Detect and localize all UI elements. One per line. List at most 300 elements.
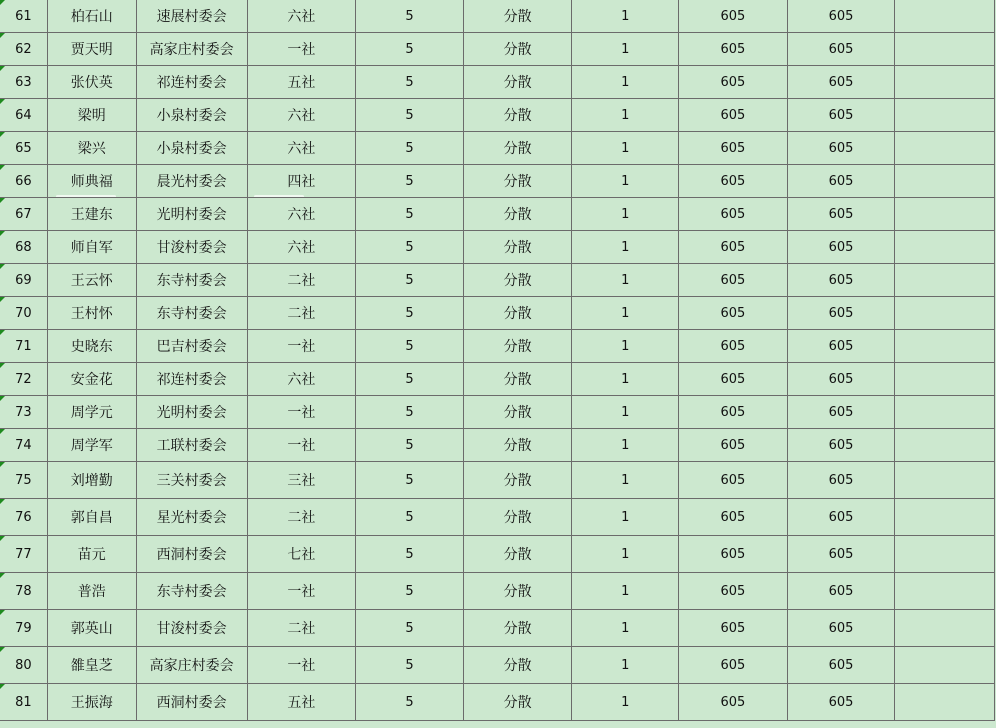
cell-group[interactable] [247,573,356,610]
cell-count-text: 5 [405,74,414,90]
cell-count[interactable] [356,165,464,198]
cell-mode[interactable] [463,0,572,33]
cell-group-text: 六社 [287,240,316,256]
cell-group[interactable] [247,0,356,33]
cell-total-text: 605 [828,657,854,673]
cell-amount[interactable] [679,330,788,363]
cell-village-text: 祁连村委会 [156,372,227,388]
table-row [0,66,995,99]
cell-group[interactable] [247,462,356,499]
cell-total-text: 605 [828,272,854,288]
cell-index[interactable] [0,330,47,363]
cell-remark[interactable] [895,610,995,647]
cell-group[interactable] [247,499,356,536]
cell-total-text: 605 [828,620,854,636]
cell-group[interactable] [247,99,356,132]
cell-group-text: 二社 [287,621,316,637]
cell-name[interactable] [47,330,136,363]
cell-village[interactable] [136,363,247,396]
cell-group-text: 六社 [287,108,316,124]
table-row [0,0,995,33]
cell-total-text: 605 [828,305,854,321]
cell-index[interactable] [0,684,47,721]
cell-index[interactable] [0,573,47,610]
cell-village-text: 晨光村委会 [156,174,227,190]
cell-total[interactable] [787,0,895,33]
cell-total[interactable] [787,330,895,363]
cell-village[interactable] [136,66,247,99]
cell-village[interactable] [136,165,247,198]
cell-quantity[interactable] [572,198,679,231]
cell-mode[interactable] [463,396,572,429]
cell-index[interactable] [0,198,47,231]
cell-mode[interactable] [463,99,572,132]
cell-quantity[interactable] [572,573,679,610]
cell-total-text: 605 [828,694,854,710]
cell-village[interactable] [136,297,247,330]
cell-count[interactable] [356,198,464,231]
cell-quantity[interactable] [572,429,679,462]
cell-amount[interactable] [679,363,788,396]
cell-count-text: 5 [405,546,414,562]
cell-quantity[interactable] [572,363,679,396]
cell-amount[interactable] [679,66,788,99]
cell-group[interactable] [247,684,356,721]
cell-amount[interactable] [679,33,788,66]
cell-mode-text: 分散 [503,473,532,489]
cell-quantity[interactable] [572,66,679,99]
cell-quantity-text: 1 [621,657,630,673]
cell-count[interactable] [356,264,464,297]
cell-quantity[interactable] [572,165,679,198]
table-row [0,499,995,536]
cell-group[interactable] [247,610,356,647]
cell-total[interactable] [787,647,895,684]
cell-count[interactable] [356,429,464,462]
cell-remark[interactable] [895,0,995,33]
cell-mode[interactable] [463,573,572,610]
cell-count[interactable] [356,684,464,721]
cell-index-text: 75 [15,472,32,488]
text-number-indicator-icon [0,647,5,652]
cell-name-text: 梁兴 [77,141,106,157]
cell-group-text: 四社 [287,174,316,190]
cell-count[interactable] [356,647,464,684]
cell-mode[interactable] [463,462,572,499]
cell-total-text: 605 [828,239,854,255]
cell-total-text: 605 [828,173,854,189]
cell-remark[interactable] [895,573,995,610]
cell-total[interactable] [787,573,895,610]
cell-village[interactable] [136,198,247,231]
cell-index[interactable] [0,264,47,297]
cell-remark[interactable] [895,33,995,66]
cell-name[interactable] [47,231,136,264]
cell-group-text: 七社 [287,547,316,563]
cell-total-text: 605 [828,8,854,24]
cell-name[interactable] [47,573,136,610]
cell-remark[interactable] [895,363,995,396]
cell-amount[interactable] [679,264,788,297]
cell-index[interactable] [0,33,47,66]
cell-village[interactable] [136,647,247,684]
cell-group[interactable] [247,198,356,231]
cell-name[interactable] [47,462,136,499]
cell-index[interactable] [0,363,47,396]
cell-mode-text: 分散 [503,240,532,256]
cell-remark[interactable] [895,396,995,429]
cell-total[interactable] [787,610,895,647]
cell-mode-text: 分散 [503,405,532,421]
cell-quantity[interactable] [572,684,679,721]
cell-amount[interactable] [679,132,788,165]
cell-count-text: 5 [405,404,414,420]
cell-count[interactable] [356,536,464,573]
cell-name[interactable] [47,610,136,647]
cell-quantity[interactable] [572,297,679,330]
cell-index-text: 78 [15,583,32,599]
table-row [0,132,995,165]
cell-mode[interactable] [463,165,572,198]
cell-count[interactable] [356,132,464,165]
cell-name-text: 周学元 [70,405,113,421]
cell-village[interactable] [136,132,247,165]
cell-mode[interactable] [463,363,572,396]
cell-group[interactable] [247,33,356,66]
cell-count[interactable] [356,33,464,66]
cell-name-text: 王振海 [70,695,113,711]
cell-total-text: 605 [828,583,854,599]
cell-index[interactable] [0,0,47,33]
cell-quantity[interactable] [572,536,679,573]
cell-remark[interactable] [895,499,995,536]
cell-name[interactable] [47,264,136,297]
cell-remark[interactable] [895,99,995,132]
cell-index[interactable] [0,165,47,198]
cell-quantity[interactable] [572,462,679,499]
cell-quantity[interactable] [572,132,679,165]
cell-count-text: 5 [405,140,414,156]
cell-amount[interactable] [679,297,788,330]
cell-quantity[interactable] [572,99,679,132]
cell-village[interactable] [136,429,247,462]
cell-total[interactable] [787,297,895,330]
cell-quantity[interactable] [572,610,679,647]
cell-total-text: 605 [828,437,854,453]
cell-count-text: 5 [405,371,414,387]
cell-name[interactable] [47,165,136,198]
cell-village-text: 甘浚村委会 [156,240,227,256]
cell-quantity[interactable] [572,396,679,429]
cell-total[interactable] [787,499,895,536]
cell-total-text: 605 [828,206,854,222]
cell-mode[interactable] [463,610,572,647]
cell-name-text: 师自军 [70,240,113,256]
cell-remark[interactable] [895,429,995,462]
cell-village-text: 小泉村委会 [156,141,227,157]
cell-amount[interactable] [679,647,788,684]
cell-count[interactable] [356,99,464,132]
cell-group[interactable] [247,165,356,198]
cell-name[interactable] [47,647,136,684]
cell-name-text: 郭英山 [70,621,113,637]
cell-village[interactable] [136,33,247,66]
cell-village[interactable] [136,462,247,499]
cell-village[interactable] [136,684,247,721]
cell-village[interactable] [136,99,247,132]
cell-count[interactable] [356,66,464,99]
cell-total[interactable] [787,363,895,396]
cell-count[interactable] [356,297,464,330]
cell-name[interactable] [47,684,136,721]
cell-village[interactable] [136,499,247,536]
cell-amount-text: 605 [720,404,746,420]
cell-amount[interactable] [679,536,788,573]
cell-index-text: 65 [15,140,32,156]
cell-total[interactable] [787,132,895,165]
cell-village-text: 高家庄村委会 [149,42,234,58]
cell-group-text: 一社 [287,584,316,600]
cell-quantity-text: 1 [621,371,630,387]
cell-count-text: 5 [405,583,414,599]
table-row [0,462,995,499]
cell-amount[interactable] [679,462,788,499]
cell-index[interactable] [0,536,47,573]
text-number-indicator-icon [0,396,5,401]
cell-amount[interactable] [679,165,788,198]
cell-name[interactable] [47,396,136,429]
cell-name[interactable] [47,132,136,165]
cell-name-text: 王云怀 [70,273,113,289]
cell-quantity[interactable] [572,264,679,297]
cell-name-text: 史晓东 [70,339,113,355]
cell-group[interactable] [247,231,356,264]
cell-group-text: 一社 [287,438,316,454]
cell-amount[interactable] [679,231,788,264]
cell-index[interactable] [0,231,47,264]
cell-amount[interactable] [679,610,788,647]
cell-remark[interactable] [895,66,995,99]
cell-remark[interactable] [895,297,995,330]
cell-group[interactable] [247,536,356,573]
cell-village-text: 东寺村委会 [156,584,227,600]
cell-amount[interactable] [679,396,788,429]
cell-quantity[interactable] [572,499,679,536]
cell-village[interactable] [136,610,247,647]
cell-group-text: 五社 [287,695,316,711]
cell-name-text: 刘增勤 [70,473,113,489]
cell-mode[interactable] [463,297,572,330]
cell-mode[interactable] [463,66,572,99]
cell-total[interactable] [787,264,895,297]
cell-count[interactable] [356,610,464,647]
cell-mode[interactable] [463,536,572,573]
cell-index-text: 80 [15,657,32,673]
cell-index[interactable] [0,66,47,99]
cell-quantity-text: 1 [621,173,630,189]
cell-name[interactable] [47,363,136,396]
cell-remark[interactable] [895,647,995,684]
cell-index[interactable] [0,396,47,429]
cell-mode[interactable] [463,330,572,363]
cell-amount[interactable] [679,0,788,33]
cell-amount-text: 605 [720,472,746,488]
cell-total[interactable] [787,165,895,198]
cell-total-text: 605 [828,546,854,562]
table-row [0,363,995,396]
cell-count[interactable] [356,0,464,33]
cell-group[interactable] [247,396,356,429]
cell-group[interactable] [247,66,356,99]
cell-mode-text: 分散 [503,174,532,190]
cell-group[interactable] [247,363,356,396]
cell-count[interactable] [356,499,464,536]
cell-count[interactable] [356,396,464,429]
cell-name-text: 贾天明 [70,42,113,58]
cell-count[interactable] [356,573,464,610]
cell-village-text: 速展村委会 [156,9,227,25]
cell-remark[interactable] [895,198,995,231]
cell-group[interactable] [247,330,356,363]
cell-amount[interactable] [679,429,788,462]
cell-index-text: 73 [15,404,32,420]
cell-count[interactable] [356,330,464,363]
cell-quantity-text: 1 [621,583,630,599]
cell-village[interactable] [136,231,247,264]
cell-village[interactable] [136,330,247,363]
cell-name[interactable] [47,536,136,573]
cell-total[interactable] [787,536,895,573]
cell-index[interactable] [0,429,47,462]
cell-mode-text: 分散 [503,547,532,563]
cell-name[interactable] [47,66,136,99]
cell-index-text: 61 [15,8,32,24]
cell-mode[interactable] [463,429,572,462]
cell-count[interactable] [356,462,464,499]
cell-amount[interactable] [679,684,788,721]
cell-group[interactable] [247,264,356,297]
cell-quantity-text: 1 [621,206,630,222]
cell-remark[interactable] [895,684,995,721]
cell-total[interactable] [787,66,895,99]
cell-index[interactable] [0,499,47,536]
table-row [0,165,995,198]
cell-total[interactable] [787,99,895,132]
cell-mode-text: 分散 [503,695,532,711]
cell-amount[interactable] [679,198,788,231]
cell-group[interactable] [247,132,356,165]
cell-index[interactable] [0,132,47,165]
cell-name[interactable] [47,297,136,330]
cell-quantity-text: 1 [621,404,630,420]
cell-remark[interactable] [895,132,995,165]
cell-total[interactable] [787,684,895,721]
cell-mode[interactable] [463,499,572,536]
cell-index-text: 69 [15,272,32,288]
cell-amount[interactable] [679,573,788,610]
cell-mode[interactable] [463,198,572,231]
cell-quantity-text: 1 [621,239,630,255]
cell-count-text: 5 [405,472,414,488]
cell-mode[interactable] [463,647,572,684]
cell-remark[interactable] [895,462,995,499]
cell-mode[interactable] [463,264,572,297]
text-number-indicator-icon [0,330,5,335]
cell-remark[interactable] [895,536,995,573]
table-row [0,231,995,264]
cell-index[interactable] [0,647,47,684]
cell-quantity-text: 1 [621,140,630,156]
cell-village[interactable] [136,396,247,429]
cell-name[interactable] [47,499,136,536]
cell-mode[interactable] [463,684,572,721]
cell-count[interactable] [356,363,464,396]
cell-total[interactable] [787,462,895,499]
cell-amount-text: 605 [720,74,746,90]
text-number-indicator-icon [0,499,5,504]
cell-remark[interactable] [895,330,995,363]
cell-total[interactable] [787,33,895,66]
cell-village[interactable] [136,0,247,33]
cell-village[interactable] [136,536,247,573]
cell-total[interactable] [787,198,895,231]
cell-name[interactable] [47,429,136,462]
cell-name[interactable] [47,0,136,33]
cell-group-text: 六社 [287,141,316,157]
cell-quantity[interactable] [572,231,679,264]
cell-name-text: 王村怀 [70,306,113,322]
cell-quantity[interactable] [572,0,679,33]
cell-remark[interactable] [895,264,995,297]
text-number-indicator-icon [0,165,5,170]
cell-quantity[interactable] [572,330,679,363]
cell-amount-text: 605 [720,239,746,255]
cell-mode[interactable] [463,132,572,165]
cell-remark[interactable] [895,165,995,198]
cell-quantity[interactable] [572,33,679,66]
cell-amount[interactable] [679,499,788,536]
cell-village[interactable] [136,264,247,297]
cell-mode[interactable] [463,231,572,264]
cell-index-text: 77 [15,546,32,562]
cell-name-text: 周学军 [70,438,113,454]
cell-count[interactable] [356,231,464,264]
cell-total[interactable] [787,396,895,429]
cell-index[interactable] [0,99,47,132]
cell-mode[interactable] [463,33,572,66]
cell-name[interactable] [47,198,136,231]
cell-name[interactable] [47,33,136,66]
cell-mode-text: 分散 [503,584,532,600]
cell-total[interactable] [787,231,895,264]
cell-index-text: 70 [15,305,32,321]
cell-quantity-text: 1 [621,41,630,57]
cell-index-text: 63 [15,74,32,90]
cell-quantity[interactable] [572,647,679,684]
cell-village[interactable] [136,573,247,610]
cell-index[interactable] [0,297,47,330]
cell-group[interactable] [247,647,356,684]
cell-name[interactable] [47,99,136,132]
cell-group[interactable] [247,297,356,330]
cell-amount[interactable] [679,99,788,132]
cell-index[interactable] [0,610,47,647]
cell-remark[interactable] [895,231,995,264]
cell-count-text: 5 [405,338,414,354]
cell-group[interactable] [247,429,356,462]
cell-total[interactable] [787,429,895,462]
cell-index[interactable] [0,462,47,499]
